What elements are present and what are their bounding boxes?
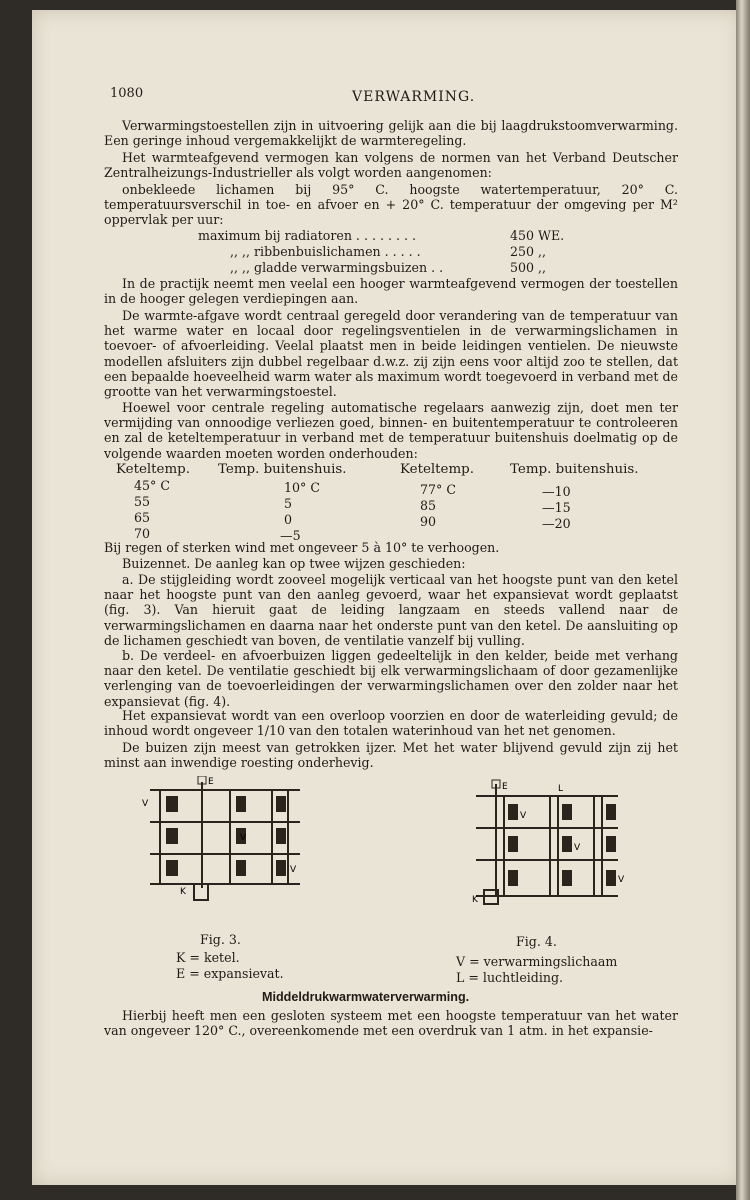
figure-3-caption: Fig. 3.	[200, 932, 241, 947]
paragraph-middeldruk: Hierbij heeft men een gesloten systeem met een hoogste temperatuur van het water van ongeveer 120° C., overeenkomende met een overdruk van 1 atm. in het expansie-	[104, 1008, 678, 1039]
running-header: VERWARMING.	[352, 89, 476, 105]
radiator	[562, 804, 572, 820]
radiator	[606, 836, 616, 852]
paragraph-regen: Bij regen of sterken wind met ongeveer 5 à 10° te verhoogen.	[104, 540, 500, 555]
section-heading: Middeldrukwarmwaterverwarming.	[262, 990, 470, 1004]
label-k: K	[472, 895, 478, 905]
label-k: K	[180, 887, 186, 897]
temp-cell: 90	[420, 514, 437, 529]
temp-cell: —15	[542, 500, 571, 515]
radiator	[508, 836, 518, 852]
radiator-row-value: 500 ,,	[510, 260, 547, 275]
label-v: V	[520, 811, 527, 821]
label-v: V	[290, 865, 297, 875]
paragraph-practijk: In de practijk neemt men veelal een hooger warmteafgevend vermogen der toestellen in de hooger gelegen verdiepingen aan.	[104, 276, 678, 307]
temp-cell: 45° C	[134, 478, 170, 493]
paragraph-toestellen: Verwarmingstoestellen zijn in uitvoering gelijk aan die bij laagdrukstoomverwarming. Een geringe inhoud vergemakkelijkt de warmteregeling.	[104, 118, 678, 149]
figure-4-legend-l: L = luchtleiding.	[456, 970, 564, 985]
temp-cell: 70	[134, 526, 151, 541]
figure-3-diagram	[140, 776, 320, 906]
radiator	[236, 796, 246, 812]
label-v: V	[574, 843, 581, 853]
radiator-row-label: ,, ,, gladde verwarmingsbuizen . .	[230, 260, 444, 275]
temp-cell: 65	[134, 510, 151, 525]
radiator	[508, 870, 518, 886]
figure-4-caption: Fig. 4.	[516, 934, 557, 949]
temp-cell: —20	[542, 516, 571, 531]
figure-4-legend-v: V = verwarmingslichaam	[456, 954, 618, 969]
temp-cell: —5	[280, 528, 301, 543]
temp-cell: 85	[420, 498, 437, 513]
temp-header: Keteltemp.	[400, 462, 474, 477]
temp-cell: 0	[284, 512, 293, 527]
paragraph-expansievat: Het expansievat wordt van een overloop voorzien en door de waterleiding gevuld; de inhoud wordt ongeveer 1/10 van den totalen waterinhoud van het net genomen.	[104, 708, 678, 739]
radiator	[166, 828, 178, 844]
figure-3-legend-k: K = ketel.	[176, 950, 240, 965]
label-v: V	[618, 875, 625, 885]
radiator	[236, 860, 246, 876]
radiator	[276, 860, 286, 876]
label-l: L	[558, 784, 564, 794]
radiator-row-value: 250 ,,	[510, 244, 547, 259]
radiator	[562, 870, 572, 886]
paragraph-b: b. De verdeel- en afvoerbuizen liggen gedeeltelijk in den kelder, beide met verhang naar den ketel. De ventilatie geschiedt bij elk verwarmingslichaam of door gezamenlijke verlenging van de toevoerleidingen der verwarmingslichamen over den zolder naar het expansievat (fig. 4).	[104, 648, 678, 709]
paragraph-buizen: De buizen zijn meest van getrokken ijzer. Met het water blijvend gevuld zijn zij het minst aan inwendige roesting onderhevig.	[104, 740, 678, 771]
radiator-row-label: ,, ,, ribbenbuislichamen . . . . .	[230, 244, 421, 259]
temp-header: Temp. buitenshuis.	[510, 462, 639, 477]
temp-cell: 77° C	[420, 482, 456, 497]
temp-cell: 55	[134, 494, 151, 509]
radiator	[166, 796, 178, 812]
temp-header: Temp. buitenshuis.	[218, 462, 347, 477]
paragraph-buizennet: Buizennet. De aanleg kan op twee wijzen geschieden:	[122, 556, 466, 571]
radiator	[606, 804, 616, 820]
radiator	[562, 836, 572, 852]
paragraph-onbekleed: onbekleede lichamen bij 95° C. hoogste watertemperatuur, 20° C. temperatuursverschil in toe- en afvoer en + 20° C. temperatuur der omgeving per M² oppervlak per uur:	[104, 182, 678, 228]
figure-3-legend-e: E = expansievat.	[176, 966, 284, 981]
temp-cell: —10	[542, 484, 571, 499]
paragraph-regeling: Hoewel voor centrale regeling automatische regelaars aanwezig zijn, doet men ter vermijding van onnoodige verliezen goed, binnen- en buitentemperatuur te controleeren en zal de keteltemperatuur in verband met de temperatuur buitenshuis doelmatig op de volgende waarden moeten worden onderhouden:	[104, 400, 678, 461]
ketel	[194, 884, 208, 900]
paragraph-a: a. De stijgleiding wordt zooveel mogelijk verticaal van het hoogste punt van den ketel naar het hoogste punt van den aanleg gevoerd, waar het expansievat wordt geplaatst (fig. 3). Van hieruit gaat de leiding langzaam en steeds vallend naar de verwarmingslichamen en daarna naar het onderste punt van den ketel. De aansluiting op de lichamen geschiedt van boven, de ventilatie vanzelf bij vulling.	[104, 572, 678, 648]
label-e: E	[502, 782, 508, 792]
radiator	[276, 828, 286, 844]
temp-header: Keteltemp.	[116, 462, 190, 477]
temp-cell: 10° C	[284, 480, 320, 495]
label-e: E	[208, 777, 214, 787]
radiator	[508, 804, 518, 820]
figure-4-diagram	[470, 778, 630, 908]
label-v: V	[240, 833, 247, 843]
label-v: V	[142, 799, 149, 809]
radiator-row-label: maximum bij radiatoren . . . . . . . .	[198, 228, 416, 243]
paragraph-warmte-afgave: De warmte-afgave wordt centraal geregeld door verandering van de temperatuur van het warme water en locaal door regelingsventielen in de verwarmingslichamen in toevoer- of afvoerleiding. Veelal plaatst men in beide leidingen ventielen. De nieuwste modellen afsluiters zijn dubbel regelbaar d.w.z. zij zijn eens voor altijd zoo te stellen, dat een bepaalde hoeveelheid warm water als maximum wordt toegevoerd in verband met de grootte van het verwarmingstoestel.	[104, 308, 678, 400]
page-edge	[736, 0, 750, 1200]
radiator-row-value: 450 WE.	[510, 228, 565, 243]
radiator	[606, 870, 616, 886]
radiator	[276, 796, 286, 812]
page-number: 1080	[110, 86, 144, 101]
paragraph-vermogen: Het warmteafgevend vermogen kan volgens de normen van het Verband Deutscher Zentralheizungs-Industrieller als volgt worden aangenomen:	[104, 150, 678, 181]
temp-cell: 5	[284, 496, 293, 511]
radiator	[166, 860, 178, 876]
